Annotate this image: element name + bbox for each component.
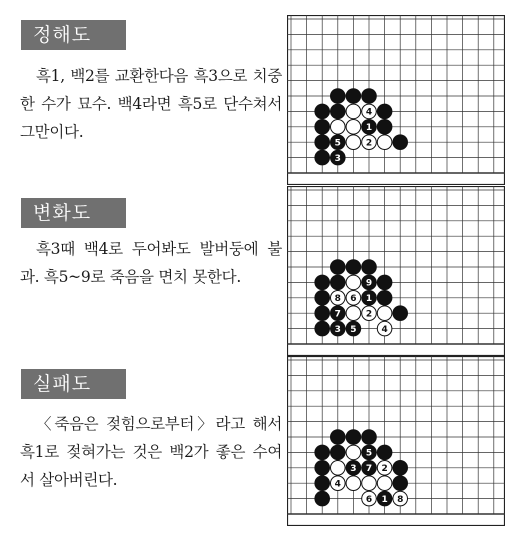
move-number: 4 — [334, 479, 341, 490]
black-stone — [315, 476, 330, 491]
move-number: 5 — [334, 138, 341, 149]
white-stone — [346, 135, 361, 150]
black-stone — [377, 445, 392, 460]
black-stone — [362, 275, 377, 290]
section-text: 흑1, 백2를 교환한다음 흑3으로 치중한 수가 묘수. 백4라면 흑5로 단수쳐서 그만이다. — [20, 67, 282, 141]
black-stone — [331, 150, 346, 165]
white-stone — [362, 135, 377, 150]
move-number: 1 — [365, 123, 373, 134]
black-stone — [315, 104, 330, 119]
move-number: 3 — [334, 153, 341, 164]
black-stone — [362, 260, 377, 275]
black-stone — [315, 120, 330, 135]
white-stone — [377, 321, 392, 336]
move-number: 8 — [334, 294, 341, 305]
black-stone — [346, 260, 361, 275]
black-stone — [315, 135, 330, 150]
black-stone — [331, 445, 346, 460]
white-stone — [346, 476, 361, 491]
move-number: 7 — [365, 464, 373, 475]
black-stone — [393, 135, 408, 150]
section-correct — [0, 0, 285, 178]
black-stone — [377, 104, 392, 119]
white-stone — [331, 291, 346, 306]
white-stone — [362, 306, 377, 321]
black-stone — [377, 491, 392, 506]
white-stone — [346, 291, 361, 306]
go-board-variation — [287, 186, 505, 356]
black-stone — [393, 476, 408, 491]
move-number: 4 — [365, 107, 373, 118]
white-stone — [377, 306, 392, 321]
section-title: 실패도 — [21, 369, 126, 399]
white-stone — [331, 461, 346, 476]
move-number: 5 — [350, 324, 357, 335]
black-stone — [315, 306, 330, 321]
black-stone — [346, 461, 361, 476]
black-stone — [362, 430, 377, 445]
white-stone — [331, 476, 346, 491]
black-stone — [346, 430, 361, 445]
black-stone — [377, 275, 392, 290]
white-stone — [362, 104, 377, 119]
white-stone — [377, 476, 392, 491]
black-stone — [362, 291, 377, 306]
black-stone — [315, 291, 330, 306]
move-number: 6 — [365, 494, 373, 505]
black-stone — [362, 120, 377, 135]
white-stone — [331, 120, 346, 135]
section-title: 정해도 — [21, 20, 126, 50]
move-number: 8 — [397, 494, 404, 505]
black-stone — [331, 135, 346, 150]
black-stone — [315, 150, 330, 165]
move-number: 2 — [365, 309, 373, 320]
black-stone — [362, 461, 377, 476]
white-stone — [393, 491, 408, 506]
black-stone — [362, 89, 377, 104]
move-number: 1 — [365, 294, 373, 305]
white-stone — [346, 104, 361, 119]
move-number: 4 — [381, 324, 388, 335]
black-stone — [331, 321, 346, 336]
move-number: 1 — [381, 494, 388, 505]
board-svg — [287, 186, 505, 356]
black-stone — [331, 275, 346, 290]
white-stone — [377, 135, 392, 150]
white-stone — [362, 476, 377, 491]
black-stone — [393, 461, 408, 476]
black-stone — [315, 491, 330, 506]
black-stone — [331, 306, 346, 321]
go-board-correct — [287, 15, 505, 185]
section-text: 흑3때 백4로 두어봐도 발버둥에 불과. 흑5~9로 죽음을 면치 못한다. — [20, 240, 282, 286]
black-stone — [331, 260, 346, 275]
section-title: 변화도 — [21, 198, 126, 228]
black-stone — [315, 275, 330, 290]
move-number: 5 — [365, 448, 373, 459]
section-text: 〈죽음은 젖힘으로부터〉라고 해서 흑1로 젖혀가는 것은 백2가 좋은 수여서 살아버린다. — [20, 415, 282, 489]
board-svg — [287, 15, 505, 185]
white-stone — [377, 461, 392, 476]
section-failure — [0, 360, 285, 533]
white-stone — [346, 445, 361, 460]
move-number: 6 — [350, 294, 357, 305]
black-stone — [331, 430, 346, 445]
black-stone — [346, 89, 361, 104]
black-stone — [377, 291, 392, 306]
black-stone — [315, 461, 330, 476]
move-number: 3 — [334, 324, 341, 335]
move-number: 9 — [365, 278, 373, 289]
move-number: 2 — [365, 138, 373, 149]
black-stone — [315, 321, 330, 336]
black-stone — [393, 306, 408, 321]
white-stone — [346, 306, 361, 321]
white-stone — [362, 491, 377, 506]
black-stone — [377, 120, 392, 135]
go-board-failure — [287, 356, 505, 526]
board-svg — [287, 356, 505, 526]
black-stone — [315, 445, 330, 460]
move-number: 2 — [381, 464, 388, 475]
black-stone — [331, 104, 346, 119]
black-stone — [362, 445, 377, 460]
move-number: 7 — [334, 309, 341, 320]
section-variation — [0, 185, 285, 360]
black-stone — [346, 321, 361, 336]
white-stone — [346, 120, 361, 135]
move-number: 3 — [350, 464, 357, 475]
black-stone — [331, 89, 346, 104]
white-stone — [346, 275, 361, 290]
